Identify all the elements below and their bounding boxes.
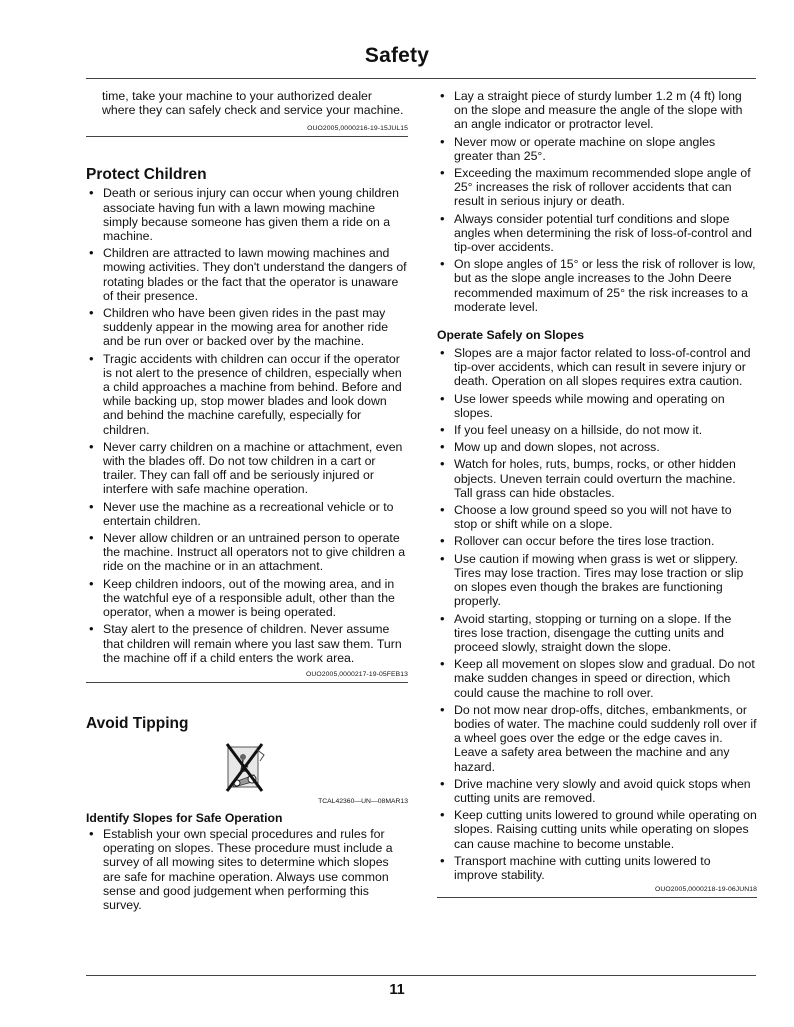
list-item: • On slope angles of 15° or less the risk of rollover is low, but as the slope angle increases to the John Deere recommended maximum of 25° the risk increases to a moderate level. — [437, 257, 757, 314]
list-item: • Children who have been given rides in the past may suddenly appear in the mowing area for another ride and be run over or backed over by the machine. — [86, 306, 408, 349]
identify-slopes-list — [86, 827, 408, 912]
list-item: • Keep all movement on slopes slow and gradual. Do not make sudden changes in speed or direction, which could cause the machine to roll over. — [437, 657, 757, 700]
list-item: • Keep cutting units lowered to ground while operating on slopes. Raising cutting units while operating on slopes can cause machine to become unstable. — [437, 808, 757, 851]
list-item: • Drive machine very slowly and avoid quick stops when cutting units are removed. — [437, 777, 757, 805]
right-column — [437, 89, 757, 898]
list-item: • Stay alert to the presence of children. Never assume that children will remain where you last saw them. Turn the machine off if a child enters the work area. — [86, 622, 408, 665]
list-item: • Never mow or operate machine on slope angles greater than 25°. — [437, 135, 757, 163]
section-divider — [437, 897, 757, 898]
list-item: • If you feel uneasy on a hillside, do not mow it. — [437, 423, 757, 437]
avoid-tipping-heading: Avoid Tipping — [86, 714, 189, 732]
list-item: • Keep children indoors, out of the mowing area, and in the watchful eye of a responsible adult, other than the operator, when a mower is being operated. — [86, 577, 408, 620]
page-number: 11 — [389, 982, 405, 998]
identify-slopes-heading: Identify Slopes for Safe Operation — [86, 810, 283, 825]
page-title: Safety — [364, 44, 430, 67]
list-item: • Always consider potential turf conditions and slope angles when determining the risk of loss-of-control and tip-over accidents. — [437, 212, 757, 255]
reference-code: OUO2005,0000218-19-06JUN18 — [655, 886, 757, 894]
list-item: • Children are attracted to lawn mowing machines and mowing activities. They don't understand the dangers of rotating blades or the fact that the operator is unaware of their presence. — [86, 246, 408, 303]
list-item: • Avoid starting, stopping or turning on a slope. If the tires lose traction, disengage the cutting units and proceed slowly, straight down the slope. — [437, 612, 757, 655]
list-item: • Tragic accidents with children can occur if the operator is not alert to the presence of children, especially when a child approaches a machine from behind. Before and while backing up, stop mower blades and look down and behind the machine carefully, especially for children. — [86, 352, 408, 437]
list-item: • Do not mow near drop-offs, ditches, embankments, or bodies of water. The machine could suddenly roll over if a wheel goes over the edge or the edge caves in. Leave a safety area between the machine and any hazard. — [437, 703, 757, 774]
list-item: • Use lower speeds while mowing and operating on slopes. — [437, 392, 757, 420]
operate-safely-heading: Operate Safely on Slopes — [437, 328, 584, 343]
section-divider — [86, 682, 408, 683]
protect-children-heading: Protect Children — [86, 166, 207, 184]
footer-rule — [86, 975, 756, 976]
list-item: • Death or serious injury can occur when young children associate having fun with a lawn mowing machine simply because someone has given them a ride on a machine. — [86, 186, 408, 243]
protect-children-list — [86, 186, 408, 665]
intro-paragraph: time, take your machine to your authorized dealer where they can safely check and service your machine. — [102, 89, 404, 118]
list-item: • Slopes are a major factor related to loss-of-control and tip-over accidents, which can result in severe injury or death. Operation on all slopes requires extra caution. — [437, 346, 757, 389]
safety-figure — [86, 739, 408, 805]
operate-safely-list — [437, 346, 757, 882]
list-item: • Never allow children or an untrained person to operate the machine. Instruct all operators not to give children a ride on the machine or in an attachment. — [86, 531, 408, 574]
list-item: • Use caution if mowing when grass is wet or slippery. Tires may lose traction. Tires may lose traction or slip on slopes even though the brakes are functioning properly. — [437, 552, 757, 609]
list-item: • Rollover can occur before the tires lose traction. — [437, 534, 757, 548]
slope-measurement-list — [437, 89, 757, 314]
list-item: • Never use the machine as a recreational vehicle or to entertain children. — [86, 500, 408, 528]
left-column — [86, 89, 408, 915]
list-item: • Never carry children on a machine or attachment, even with the blades off. Do not tow children in a cart or trailer. They can fall off and be seriously injured or interfere with safe machine operation. — [86, 440, 408, 497]
section-divider — [86, 136, 408, 137]
header-rule — [86, 78, 756, 79]
list-item: • Watch for holes, ruts, bumps, rocks, or other hidden objects. Uneven terrain could overturn the machine. Tall grass can hide obstacles. — [437, 457, 757, 500]
list-item: • Exceeding the maximum recommended slope angle of 25° increases the risk of rollover accidents that can result in serious injury or death. — [437, 166, 757, 209]
list-item: • Establish your own special procedures and rules for operating on slopes. These procedure must include a survey of all mowing sites to determine which slopes are safe for machine operation. Always use common sense and good judgement when performing this survey. — [86, 827, 408, 912]
list-item: • Lay a straight piece of sturdy lumber 1.2 m (4 ft) long on the slope and measure the angle of the slope with an angle indicator or protractor level. — [437, 89, 757, 132]
reference-code: OUO2005,0000217-19-05FEB13 — [306, 670, 408, 678]
list-item: • Transport machine with cutting units lowered to improve stability. — [437, 854, 757, 882]
reference-code: OUO2005,0000216-19-15JUL15 — [307, 125, 408, 133]
list-item: • Choose a low ground speed so you will not have to stop or shift while on a slope. — [437, 503, 757, 531]
list-item: • Mow up and down slopes, not across. — [437, 440, 757, 454]
figure-reference-code: TCAL42360—UN—08MAR13 — [318, 797, 408, 805]
no-riders-prohibition-icon — [224, 741, 268, 795]
